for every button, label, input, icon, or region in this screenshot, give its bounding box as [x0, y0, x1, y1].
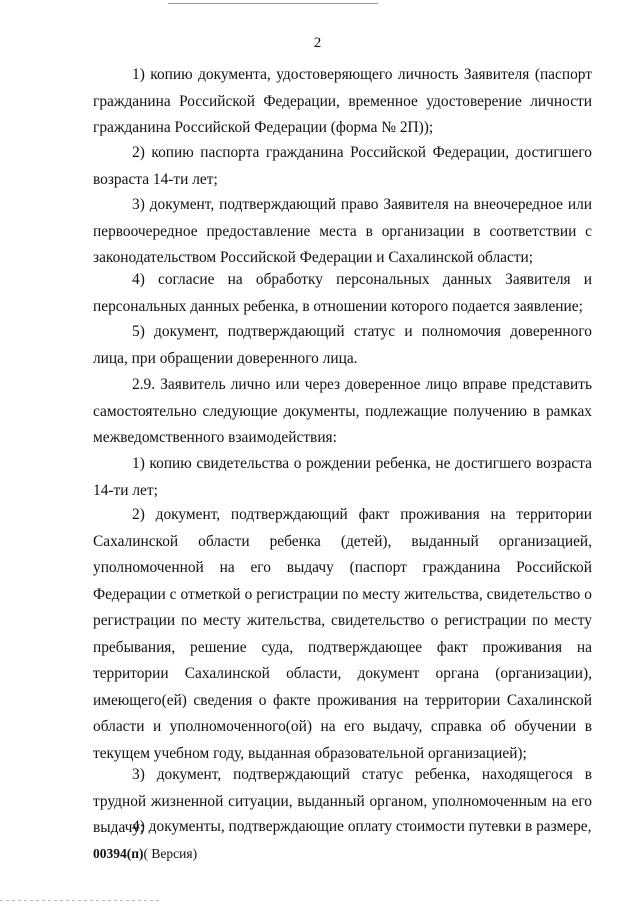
paragraph-item-5-trustee-status: 5) документ, подтверждающий статус и полномочия доверенного лица, при обращении доверенного лица.	[93, 323, 592, 367]
page-number: 2	[313, 35, 322, 51]
paragraph-section-2-9: 2.9. Заявитель лично или через доверенное лицо вправе представить самостоятельно следующие документы, подлежащие получению в рамках межведомственного взаимодействия:	[93, 376, 592, 446]
top-rule	[168, 3, 378, 4]
footer-version: ( Версия)	[143, 846, 198, 861]
paragraph-item-1-identity-document: 1) копию документа, удостоверяющего личность Заявителя (паспорт гражданина Российской Федерации, временное удостоверение личности гражданина Российской Федерации (форма № 2П));	[93, 66, 592, 136]
paragraph-item-2-passport-14: 2) копию паспорта гражданина Российской Федерации, достигшего возраста 14-ти лет;	[93, 144, 592, 188]
paragraph-2-9-item-4-payment-documents: 4) документы, подтверждающие оплату стоимости путевки в размере,	[132, 818, 592, 835]
paragraph-item-4-personal-data-consent: 4) согласие на обработку персональных данных Заявителя и персональных данных ребенка, в отношении которого подается заявление;	[93, 271, 592, 315]
scan-edge-artifact	[0, 900, 160, 901]
paragraph-2-9-item-3-difficult-situation: 3) документ, подтверждающий статус ребенка, находящегося в трудной жизненной ситуации, выданный органом, уполномоченным на его выдачу;	[93, 766, 592, 836]
footer-code: 00394(п)	[93, 846, 144, 861]
paragraph-2-9-item-1-birth-certificate: 1) копию свидетельства о рождении ребенка, не достигшего возраста 14-ти лет;	[93, 455, 592, 499]
paragraph-item-3-priority-right: 3) документ, подтверждающий право Заявителя на внеочередное или первоочередное предоставление места в организации в соответствии с законодательством Российской Федерации и Сахалинской области;	[93, 196, 592, 266]
footer-document-code	[93, 846, 197, 862]
paragraph-2-9-item-2-residence-proof: 2) документ, подтверждающий факт проживания на территории Сахалинской области ребенка (детей), выданный организацией, уполномоченной на его выдачу (паспорт гражданина Российской Федерации с отметкой о регистрации по месту жительства, свидетельство о регистрации по месту жительства, свидетельство о регистрации по месту пребывания, решение суда, подтверждающее факт проживания на территории Сахалинской области, документ органа (организации), имеющего(ей) сведения о факте проживания на территории Сахалинской области и уполномоченного(ой) на его выдачу, справка об обучении в текущем учебном году, выданная образовательной организацией);	[93, 506, 592, 762]
